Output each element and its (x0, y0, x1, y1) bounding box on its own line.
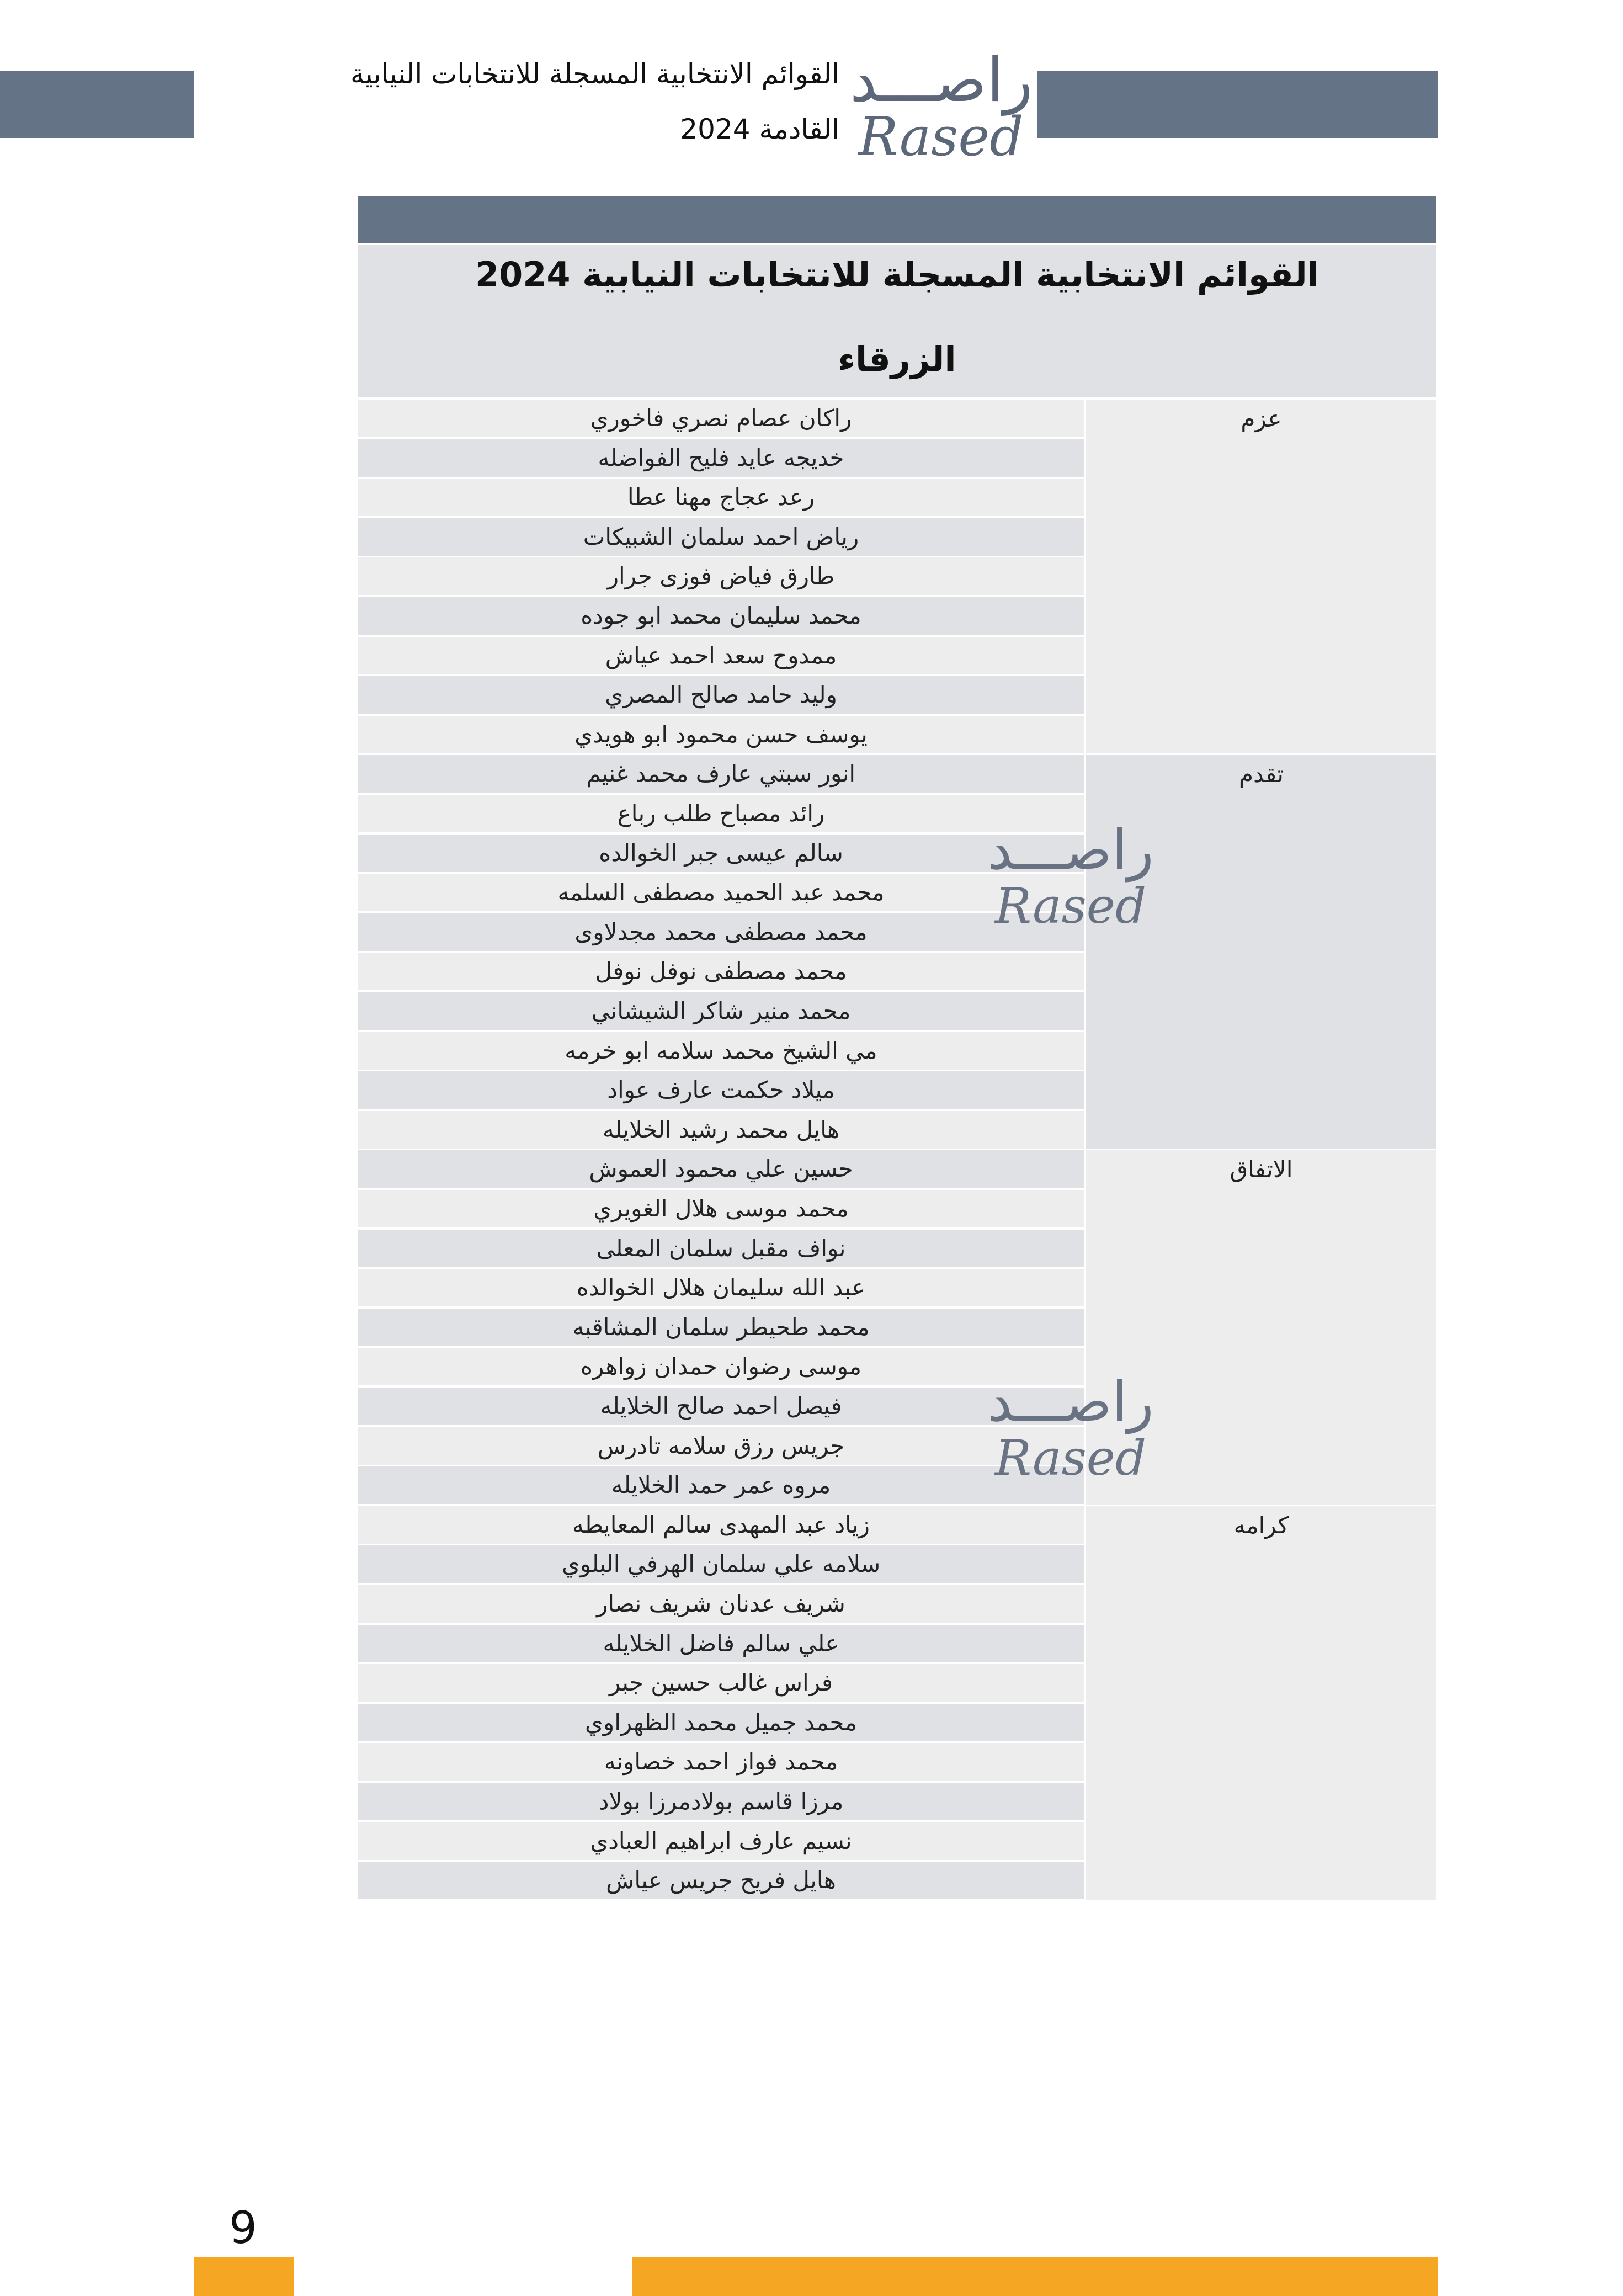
header-band-right (1037, 71, 1438, 138)
watermark-english: Rased (994, 1429, 1147, 1486)
table-row: رياض احمد سلمان الشبيكات (358, 518, 1084, 556)
table-row: محمد عبد الحميد مصطفى السلمه (358, 874, 1084, 911)
watermark-english: Rased (994, 878, 1147, 934)
footer-bar-right (632, 2257, 1438, 2296)
table-row: شريف عدنان شريف نصار (358, 1585, 1084, 1623)
table-row: محمد موسى هلال الغويري (358, 1190, 1084, 1227)
list-name-cell: الاتفاق (1086, 1150, 1436, 1504)
table-title-cell (358, 245, 1436, 397)
table-row: مروه عمر حمد الخلايله (358, 1466, 1084, 1504)
table-row: مي الشيخ محمد سلامه ابو خرمه (358, 1032, 1084, 1070)
table-title: القوائم الانتخابية المسجلة للانتخابات النيابية 2024 (475, 254, 1319, 295)
table-row: طارق فياض فوزى جرار (358, 557, 1084, 595)
table-row: علي سالم فاضل الخلايله (358, 1625, 1084, 1662)
table-row: محمد جميل محمد الظهراوي (358, 1704, 1084, 1741)
table-row: محمد طحيطر سلمان المشاقبه (358, 1309, 1084, 1346)
table-row: نسيم عارف ابراهيم العبادي (358, 1822, 1084, 1860)
table-row: محمد سليمان محمد ابو جوده (358, 597, 1084, 635)
table-row: هايل فريح جريس عياش (358, 1862, 1084, 1899)
table-row: جريس رزق سلامه تادرس (358, 1427, 1084, 1465)
list-name-cell: عزم (1086, 400, 1436, 753)
table-row: رائد مصباح طلب رباع (358, 795, 1084, 832)
watermark-arabic: راصـــد (987, 817, 1154, 882)
table-row: موسى رضوان حمدان زواهره (358, 1348, 1084, 1385)
table-row: محمد فواز احمد خصاونه (358, 1743, 1084, 1781)
table-row: فراس غالب حسين جبر (358, 1664, 1084, 1702)
watermark-logo (982, 817, 1159, 934)
table-row: فيصل احمد صالح الخلايله (358, 1388, 1084, 1425)
table-row: راكان عصام نصري فاخوري (358, 400, 1084, 437)
logo-english: Rased (858, 106, 1024, 168)
table-row: وليد حامد صالح المصري (358, 676, 1084, 714)
table-row: انور سبتي عارف محمد غنيم (358, 755, 1084, 793)
table-row: يوسف حسن محمود ابو هويدي (358, 716, 1084, 753)
table-row: ميلاد حكمت عارف عواد (358, 1071, 1084, 1109)
list-name-cell: تقدم (1086, 755, 1436, 1149)
list-name-cell: كرامه (1086, 1506, 1436, 1900)
table-row: عبد الله سليمان هلال الخوالده (358, 1269, 1084, 1306)
header-title-line1: القوائم الانتخابية المسجلة للانتخابات النيابية (350, 58, 839, 90)
table-row: ممدوح سعد احمد عياش (358, 637, 1084, 674)
table-row: مرزا قاسم بولادمرزا بولاد (358, 1783, 1084, 1820)
watermark-logo (982, 1369, 1159, 1486)
table-row: محمد مصطفى محمد مجدلاوى (358, 913, 1084, 951)
table-header-bar (358, 196, 1436, 243)
header-band-left (0, 71, 194, 138)
table-row: سالم عيسى جبر الخوالده (358, 835, 1084, 872)
table-row: محمد منير شاكر الشيشاني (358, 992, 1084, 1030)
table-row: حسين علي محمود العموش (358, 1150, 1084, 1188)
table-row: رعد عجاج مهنا عطا (358, 479, 1084, 516)
page-number: 9 (229, 2202, 257, 2254)
table-row: محمد مصطفى نوفل نوفل (358, 953, 1084, 990)
district-name: الزرقاء (838, 339, 956, 379)
table-row: هايل محمد رشيد الخلايله (358, 1111, 1084, 1149)
table-row: خديجه عايد فليح الفواضله (358, 439, 1084, 477)
table-row: نواف مقبل سلمان المعلى (358, 1230, 1084, 1267)
header-title-line2: القادمة 2024 (680, 113, 839, 145)
table-row: زياد عبد المهدى سالم المعايطه (358, 1506, 1084, 1544)
table-row: سلامه علي سلمان الهرفي البلوي (358, 1545, 1084, 1583)
footer-bar-left (194, 2257, 294, 2296)
logo-arabic: راصـــد (850, 45, 1033, 115)
rased-logo (850, 45, 1033, 168)
watermark-arabic: راصـــد (987, 1369, 1154, 1434)
